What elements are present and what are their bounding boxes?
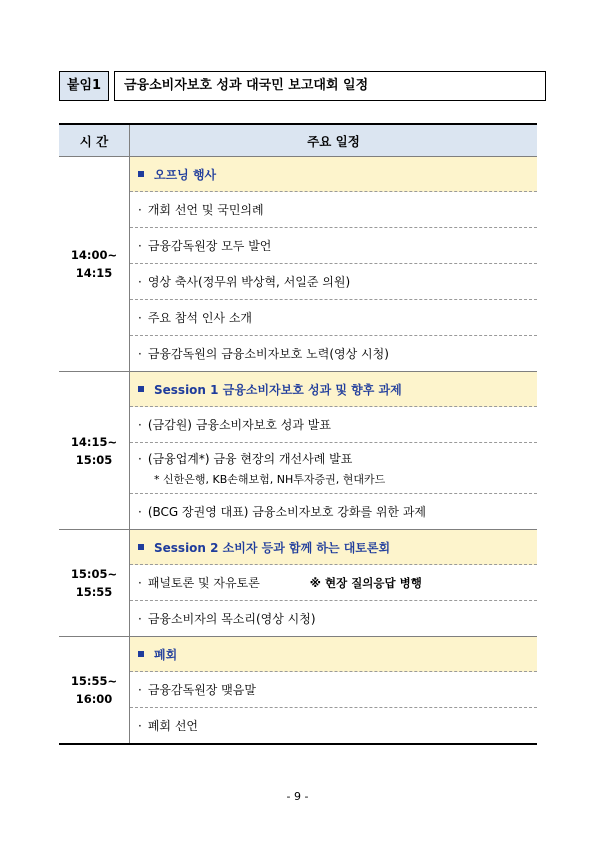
table-row bbox=[59, 601, 537, 637]
time-start: 15:55~ bbox=[70, 674, 118, 688]
table-row bbox=[59, 672, 537, 708]
list-item: · 개회 선언 및 국민의례 bbox=[130, 192, 538, 228]
table-row bbox=[59, 443, 537, 494]
list-item: · 패널토론 및 자유토론 ※ 현장 질의응답 병행 bbox=[130, 565, 538, 601]
column-header-time: 시 간 bbox=[59, 124, 130, 157]
list-item: · 금융감독원장 모두 발언 bbox=[130, 228, 538, 264]
list-item: · 주요 참석 인사 소개 bbox=[130, 300, 538, 336]
note-text: ※ 현장 질의응답 병행 bbox=[309, 576, 422, 590]
square-bullet-icon bbox=[138, 544, 144, 550]
table-row bbox=[59, 494, 537, 530]
table-row bbox=[59, 565, 537, 601]
section-title: 오프닝 행사 bbox=[154, 167, 217, 182]
page-number: - 9 - bbox=[286, 790, 309, 803]
table-row bbox=[59, 708, 537, 745]
square-bullet-icon bbox=[138, 171, 144, 177]
table-row bbox=[59, 530, 537, 565]
time-cell bbox=[59, 637, 130, 745]
list-item: · 금융감독원의 금융소비자보호 노력(영상 시청) bbox=[130, 336, 538, 372]
time-cell bbox=[59, 530, 130, 637]
list-item: · 영상 축사(정무위 박상혁, 서일준 의원) bbox=[130, 264, 538, 300]
table-header-row bbox=[59, 124, 537, 157]
table-row bbox=[59, 372, 537, 407]
time-cell bbox=[59, 157, 130, 372]
time-end: 16:00 bbox=[75, 692, 113, 706]
list-item: · (금융업계*) 금융 현장의 개선사례 발표 * 신한은행, KB손해보험, NH투자증권, 현대카드 bbox=[130, 443, 538, 494]
square-bullet-icon bbox=[138, 651, 144, 657]
time-end: 15:55 bbox=[75, 585, 113, 599]
table-row bbox=[59, 300, 537, 336]
square-bullet-icon bbox=[138, 386, 144, 392]
section-header bbox=[130, 530, 538, 565]
time-cell bbox=[59, 372, 130, 530]
table-row bbox=[59, 192, 537, 228]
column-header-schedule: 주요 일정 bbox=[130, 124, 538, 157]
table-row bbox=[59, 637, 537, 672]
table-row bbox=[59, 264, 537, 300]
time-start: 14:15~ bbox=[70, 434, 118, 449]
list-item: · (금감원) 금융소비자보호 성과 발표 bbox=[130, 407, 538, 443]
table-row bbox=[59, 157, 537, 192]
section-header bbox=[130, 372, 538, 407]
table-row bbox=[59, 336, 537, 372]
section-title: Session 1 금융소비자보호 성과 및 향후 과제 bbox=[154, 382, 402, 397]
time-end: 15:05 bbox=[75, 452, 113, 467]
sub-note: * 신한은행, KB손해보험, NH투자증권, 현대카드 bbox=[154, 472, 386, 486]
list-item: · (BCG 장권영 대표) 금융소비자보호 강화를 위한 과제 bbox=[130, 494, 538, 530]
document-title: 금융소비자보호 성과 대국민 보고대회 일정 bbox=[114, 71, 546, 101]
section-header bbox=[130, 157, 538, 192]
schedule-table bbox=[59, 123, 537, 745]
title-bar bbox=[59, 71, 537, 101]
time-end: 14:15 bbox=[75, 266, 113, 280]
section-header bbox=[130, 637, 538, 672]
list-item: · 금융감독원장 맺음말 bbox=[130, 672, 538, 708]
time-start: 14:00~ bbox=[70, 248, 118, 262]
list-item: · 폐회 선언 bbox=[130, 708, 538, 745]
time-start: 15:05~ bbox=[70, 567, 118, 581]
list-item: · 금융소비자의 목소리(영상 시청) bbox=[130, 601, 538, 637]
table-row bbox=[59, 407, 537, 443]
attachment-tag: 붙임1 bbox=[59, 71, 109, 101]
table-row bbox=[59, 228, 537, 264]
section-title: 폐회 bbox=[154, 647, 178, 662]
section-title: Session 2 소비자 등과 함께 하는 대토론회 bbox=[154, 540, 391, 555]
